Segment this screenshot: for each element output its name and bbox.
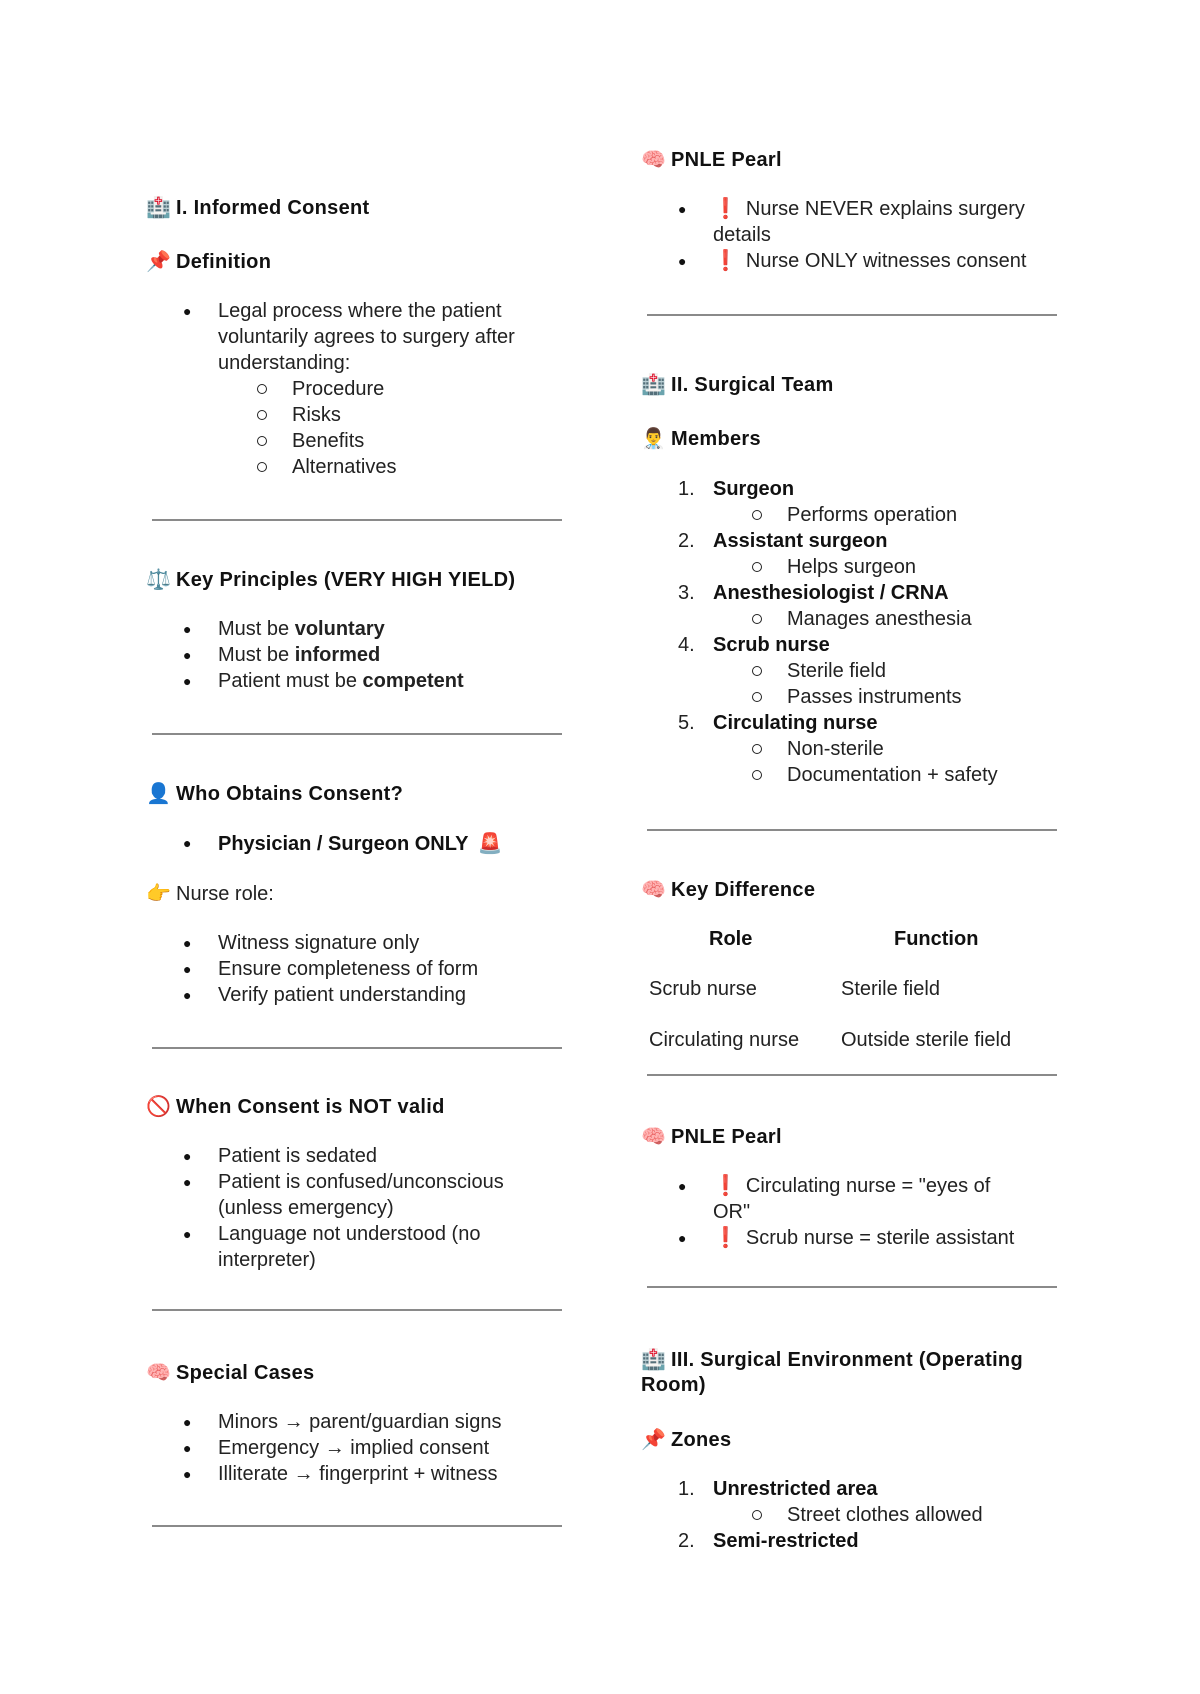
list-item: Patient is sedated	[218, 1145, 377, 1167]
bullet-icon: ●	[678, 1230, 687, 1246]
list-number: 4.	[678, 634, 695, 656]
list-item: Illiterate → fingerprint + witness	[218, 1463, 498, 1485]
sub-bullet-icon	[752, 666, 762, 676]
section-heading: 🧠 Special Cases	[146, 1360, 315, 1384]
prohibited-icon: 🚫	[146, 1094, 172, 1118]
bullet-icon: ●	[183, 987, 192, 1003]
member-duty: Sterile field	[787, 660, 886, 682]
list-item: Risks	[292, 404, 341, 426]
bullet-icon: ●	[183, 1414, 192, 1430]
divider	[647, 314, 1057, 316]
divider	[152, 1309, 562, 1311]
list-item: ❗ Circulating nurse = "eyes of	[713, 1175, 991, 1197]
list-number: 1.	[678, 478, 695, 500]
hospital-icon: 🏥	[146, 195, 172, 219]
hospital-icon: 🏥	[641, 1347, 667, 1371]
list-item-continued: OR"	[713, 1201, 751, 1223]
bullet-icon: ●	[183, 621, 192, 637]
member-name: Circulating nurse	[713, 712, 878, 734]
section-heading: 🧠 PNLE Pearl	[641, 1124, 782, 1148]
siren-icon: 🚨	[477, 831, 503, 855]
bullet-icon: ●	[183, 1174, 192, 1190]
scales-icon: ⚖️	[146, 567, 172, 591]
section-heading: 🧠 PNLE Pearl	[641, 147, 782, 171]
member-duty: Documentation + safety	[787, 764, 998, 786]
list-number: 2.	[678, 1530, 695, 1552]
definition-line: Legal process where the patient	[218, 300, 502, 322]
bullet-icon: ●	[183, 935, 192, 951]
sub-bullet-icon	[257, 384, 267, 394]
section-heading: 🚫 When Consent is NOT valid	[146, 1094, 445, 1118]
section-heading: 🏥 III. Surgical Environment (Operating	[641, 1347, 1023, 1371]
member-name: Anesthesiologist / CRNA	[713, 582, 949, 604]
section-heading: 👤 Who Obtains Consent?	[146, 781, 404, 805]
list-number: 2.	[678, 530, 695, 552]
list-item-continued: interpreter)	[218, 1249, 316, 1271]
sub-bullet-icon	[257, 410, 267, 420]
list-item: Emergency → implied consent	[218, 1437, 490, 1459]
list-item: ❗ Scrub nurse = sterile assistant	[713, 1227, 1015, 1249]
list-item: Benefits	[292, 430, 365, 452]
list-item: Ensure completeness of form	[218, 958, 479, 980]
person-icon: 👤	[146, 781, 172, 805]
member-duty: Passes instruments	[787, 686, 962, 708]
bullet-icon: ●	[678, 201, 687, 217]
pushpin-icon: 📌	[641, 1427, 667, 1451]
bullet-icon: ●	[183, 303, 192, 319]
bullet-icon: ●	[183, 1440, 192, 1456]
zone-detail: Street clothes allowed	[787, 1504, 983, 1526]
bullet-icon: ●	[183, 1466, 192, 1482]
bullet-icon: ●	[183, 647, 192, 663]
sub-bullet-icon	[257, 462, 267, 472]
divider	[152, 519, 562, 521]
health-worker-icon: 👨‍⚕️	[641, 426, 667, 450]
list-item: Verify patient understanding	[218, 984, 466, 1006]
member-name: Assistant surgeon	[713, 530, 888, 552]
bullet-icon: ●	[678, 253, 687, 269]
brain-icon: 🧠	[641, 147, 667, 171]
sub-bullet-icon	[257, 436, 267, 446]
list-item: Physician / Surgeon ONLY 🚨	[218, 831, 503, 855]
list-item: Minors → parent/guardian signs	[218, 1411, 502, 1433]
member-name: Surgeon	[713, 478, 795, 500]
divider	[152, 733, 562, 735]
sub-bullet-icon	[752, 562, 762, 572]
section-heading: 🏥 II. Surgical Team	[641, 372, 834, 396]
sub-bullet-icon	[752, 510, 762, 520]
exclamation-icon: ❗	[713, 1175, 738, 1197]
table-cell: Sterile field	[841, 978, 940, 1000]
exclamation-icon: ❗	[713, 250, 738, 272]
definition-line: understanding:	[218, 352, 351, 374]
pushpin-icon: 📌	[146, 249, 172, 273]
sub-bullet-icon	[752, 1510, 762, 1520]
divider	[647, 1074, 1057, 1076]
subheading-definition: 📌 Definition	[146, 249, 272, 273]
section-heading: 🏥 I. Informed Consent	[146, 195, 370, 219]
list-item: Must be voluntary	[218, 618, 385, 640]
bullet-icon: ●	[678, 1178, 687, 1194]
subheading-zones: 📌 Zones	[641, 1427, 732, 1451]
zone-name: Unrestricted area	[713, 1478, 878, 1500]
divider	[647, 1286, 1057, 1288]
definition-line: voluntarily agrees to surgery after	[218, 326, 515, 348]
sub-bullet-icon	[752, 692, 762, 702]
divider	[152, 1047, 562, 1049]
list-item: Patient is confused/unconscious	[218, 1171, 504, 1193]
table-cell: Scrub nurse	[649, 978, 757, 1000]
hospital-icon: 🏥	[641, 372, 667, 396]
exclamation-icon: ❗	[713, 198, 738, 220]
section-heading-continued: Room)	[641, 1374, 706, 1396]
table-header-function: Function	[894, 928, 979, 950]
table-cell: Circulating nurse	[649, 1029, 800, 1051]
sub-bullet-icon	[752, 614, 762, 624]
nurse-role-label: 👉 Nurse role:	[146, 881, 274, 905]
list-number: 5.	[678, 712, 695, 734]
list-item: Patient must be competent	[218, 670, 464, 692]
list-item: Language not understood (no	[218, 1223, 481, 1245]
bullet-icon: ●	[183, 835, 192, 851]
list-item-continued: (unless emergency)	[218, 1197, 394, 1219]
member-duty: Helps surgeon	[787, 556, 916, 578]
pointing-hand-icon: 👉	[146, 881, 171, 905]
list-item: Procedure	[292, 378, 385, 400]
member-duty: Performs operation	[787, 504, 958, 526]
divider	[647, 829, 1057, 831]
list-item-continued: details	[713, 224, 771, 246]
member-duty: Non-sterile	[787, 738, 884, 760]
brain-icon: 🧠	[641, 1124, 667, 1148]
subheading-members: 👨‍⚕️ Members	[641, 426, 761, 450]
list-item: Must be informed	[218, 644, 381, 666]
divider	[152, 1525, 562, 1527]
list-item: Alternatives	[292, 456, 397, 478]
bullet-icon: ●	[183, 673, 192, 689]
section-heading: 🧠 Key Difference	[641, 877, 816, 901]
table-header-role: Role	[709, 928, 753, 950]
bullet-icon: ●	[183, 1148, 192, 1164]
sub-bullet-icon	[752, 744, 762, 754]
list-item: ❗ Nurse ONLY witnesses consent	[713, 250, 1027, 272]
member-name: Scrub nurse	[713, 634, 830, 656]
list-item: Witness signature only	[218, 932, 420, 954]
exclamation-icon: ❗	[713, 1227, 738, 1249]
list-item: ❗ Nurse NEVER explains surgery	[713, 198, 1025, 220]
sub-bullet-icon	[752, 770, 762, 780]
table-cell: Outside sterile field	[841, 1029, 1012, 1051]
brain-icon: 🧠	[146, 1360, 172, 1384]
list-number: 3.	[678, 582, 695, 604]
bullet-icon: ●	[183, 1226, 192, 1242]
list-number: 1.	[678, 1478, 695, 1500]
member-duty: Manages anesthesia	[787, 608, 972, 630]
brain-icon: 🧠	[641, 877, 667, 901]
zone-name: Semi-restricted	[713, 1530, 859, 1552]
section-heading: ⚖️ Key Principles (VERY HIGH YIELD)	[146, 567, 516, 591]
bullet-icon: ●	[183, 961, 192, 977]
